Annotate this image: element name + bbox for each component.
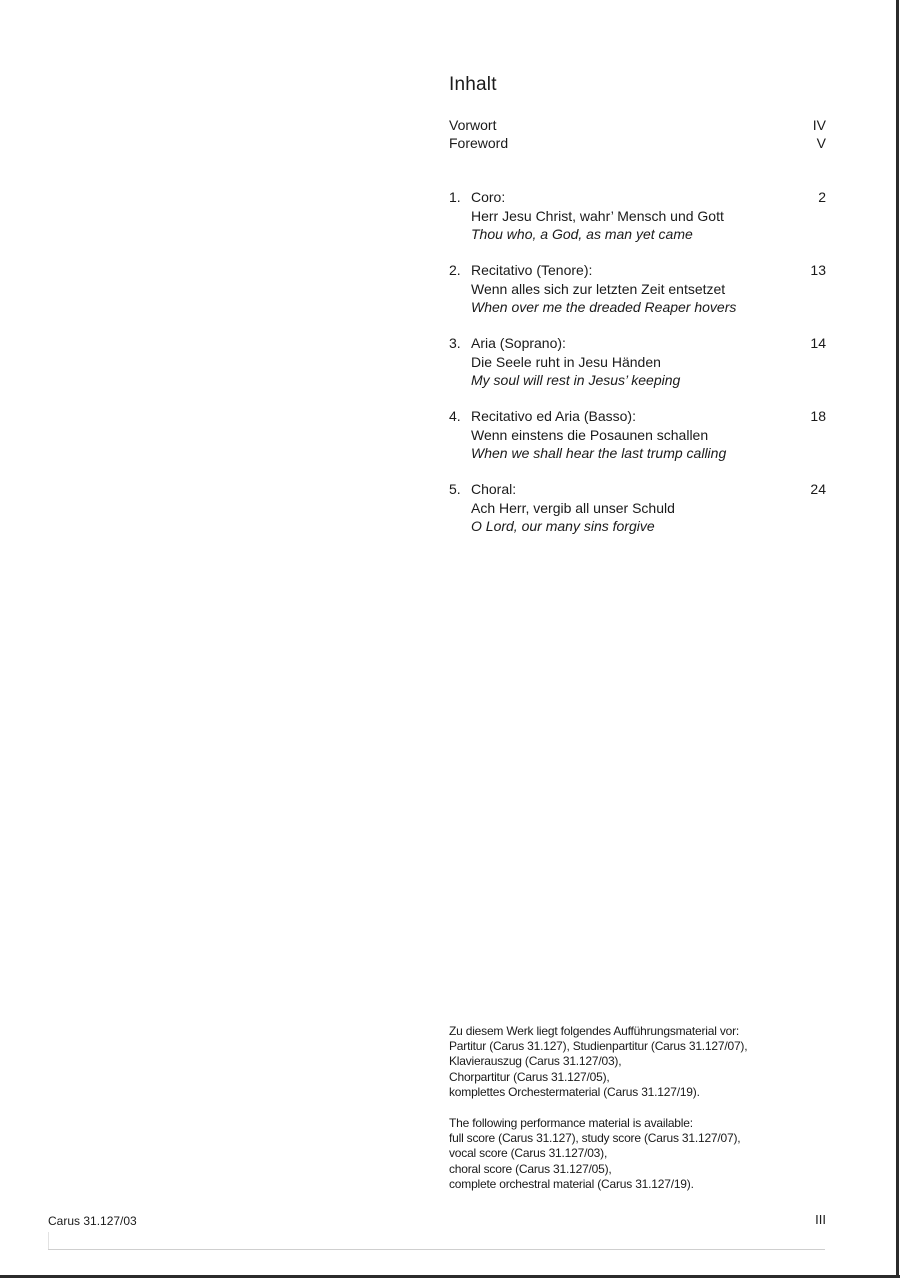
entry-number: 2. bbox=[449, 262, 461, 278]
material-line: komplettes Orchestermaterial (Carus 31.127/19). bbox=[449, 1084, 700, 1099]
entry-heading: Choral: bbox=[471, 481, 517, 497]
entry-german-title: Ach Herr, vergib all unser Schuld bbox=[471, 499, 675, 516]
toc-item-label: Foreword bbox=[449, 135, 509, 151]
catalog-number: Carus 31.127/03 bbox=[48, 1214, 137, 1228]
entry-number: 1. bbox=[449, 189, 461, 205]
entry-page: 18 bbox=[810, 408, 826, 424]
entry-english-title: When we shall hear the last trump calling bbox=[471, 445, 727, 461]
material-line: full score (Carus 31.127), study score (Carus 31.127/07), bbox=[449, 1131, 741, 1146]
page-title: Inhalt bbox=[449, 74, 497, 95]
entry-page: 14 bbox=[810, 335, 826, 351]
performance-material-german bbox=[449, 1024, 849, 1100]
material-line: Chorpartitur (Carus 31.127/05), bbox=[449, 1069, 610, 1084]
entry-heading: Recitativo ed Aria (Basso): bbox=[471, 408, 636, 424]
toc-item-label: Vorwort bbox=[449, 117, 497, 133]
toc-item-page: IV bbox=[812, 117, 826, 133]
footer-divider-vertical bbox=[48, 1232, 49, 1250]
entry-english-title: Thou who, a God, as man yet came bbox=[471, 226, 693, 242]
toc-item-page: V bbox=[816, 135, 826, 151]
entry-number: 4. bbox=[449, 408, 461, 424]
entry-page: 24 bbox=[810, 481, 826, 497]
material-line: choral score (Carus 31.127/05), bbox=[449, 1161, 612, 1176]
entry-german-title: Herr Jesu Christ, wahr’ Mensch und Gott bbox=[471, 207, 724, 224]
page-border-right bbox=[896, 0, 899, 1278]
material-line: Zu diesem Werk liegt folgendes Aufführungsmaterial vor: bbox=[449, 1024, 740, 1038]
toc-item-vorwort[interactable] bbox=[449, 116, 826, 134]
entry-page: 13 bbox=[810, 262, 826, 278]
toc-item-foreword[interactable] bbox=[449, 134, 826, 152]
entry-german-title: Die Seele ruht in Jesu Händen bbox=[471, 353, 661, 370]
entry-heading: Recitativo (Tenore): bbox=[471, 262, 593, 278]
entry-page: 2 bbox=[818, 189, 826, 205]
material-line: Partitur (Carus 31.127), Studienpartitur (Carus 31.127/07), bbox=[449, 1039, 748, 1054]
entry-number: 5. bbox=[449, 481, 461, 497]
entry-german-title: Wenn alles sich zur letzten Zeit entsetzet bbox=[471, 280, 726, 297]
performance-material-english bbox=[449, 1116, 849, 1192]
entry-english-title: O Lord, our many sins forgive bbox=[471, 518, 655, 534]
page-number: III bbox=[815, 1212, 826, 1227]
entry-english-title: My soul will rest in Jesus’ keeping bbox=[471, 372, 681, 388]
material-line: complete orchestral material (Carus 31.127/19). bbox=[449, 1176, 694, 1191]
entry-heading: Coro: bbox=[471, 189, 506, 205]
footer-divider bbox=[48, 1249, 825, 1250]
material-line: Klavierauszug (Carus 31.127/03), bbox=[449, 1054, 622, 1069]
entry-heading: Aria (Soprano): bbox=[471, 335, 566, 351]
entry-number: 3. bbox=[449, 335, 461, 351]
entry-english-title: When over me the dreaded Reaper hovers bbox=[471, 299, 737, 315]
entry-german-title: Wenn einstens die Posaunen schallen bbox=[471, 426, 709, 443]
material-line: The following performance material is available: bbox=[449, 1116, 693, 1130]
material-line: vocal score (Carus 31.127/03), bbox=[449, 1146, 608, 1161]
